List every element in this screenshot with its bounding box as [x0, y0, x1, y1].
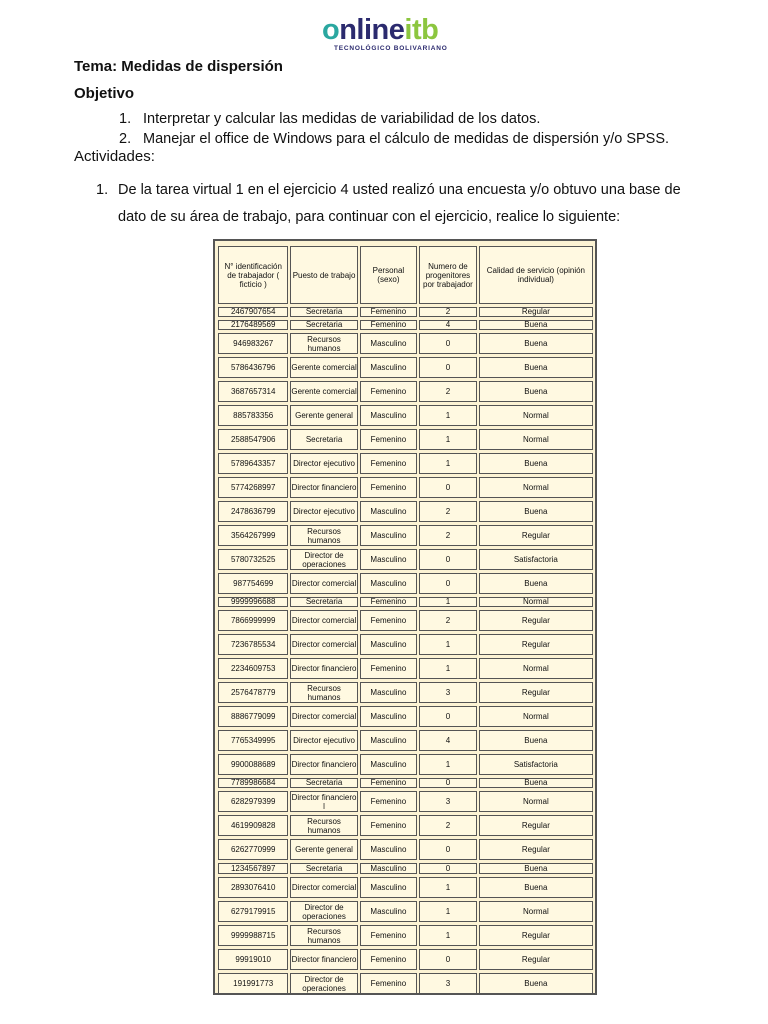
cell-puesto: Director comercial	[290, 573, 357, 594]
cell-id: 8886779099	[218, 706, 288, 727]
cell-puesto: Secretaria	[290, 597, 357, 607]
cell-progenitores: 0	[419, 573, 477, 594]
cell-puesto: Recursos humanos	[290, 925, 357, 946]
cell-id: 2478636799	[218, 501, 288, 522]
table-row	[218, 925, 593, 946]
cell-calidad: Regular	[479, 682, 593, 703]
table-row	[218, 573, 593, 594]
cell-progenitores: 2	[419, 610, 477, 631]
cell-id: 6279179915	[218, 901, 288, 922]
cell-calidad: Normal	[479, 791, 593, 812]
cell-calidad: Normal	[479, 901, 593, 922]
cell-id: 191991773	[218, 973, 288, 994]
cell-sexo: Masculino	[360, 706, 417, 727]
cell-puesto: Director ejecutivo	[290, 501, 357, 522]
cell-progenitores: 0	[419, 706, 477, 727]
cell-sexo: Masculino	[360, 839, 417, 860]
cell-puesto: Director financiero	[290, 949, 357, 970]
cell-sexo: Femenino	[360, 815, 417, 836]
cell-sexo: Masculino	[360, 357, 417, 378]
cell-calidad: Regular	[479, 610, 593, 631]
cell-puesto: Gerente comercial	[290, 381, 357, 402]
cell-id: 9900088689	[218, 754, 288, 775]
cell-progenitores: 1	[419, 901, 477, 922]
table-row	[218, 754, 593, 775]
table-row	[218, 610, 593, 631]
cell-sexo: Femenino	[360, 949, 417, 970]
table-row	[218, 815, 593, 836]
cell-calidad: Normal	[479, 477, 593, 498]
cell-calidad: Buena	[479, 730, 593, 751]
cell-progenitores: 0	[419, 949, 477, 970]
cell-id: 6282979399	[218, 791, 288, 812]
cell-id: 2467907654	[218, 307, 288, 317]
table-body	[218, 307, 593, 994]
cell-sexo: Masculino	[360, 405, 417, 426]
cell-progenitores: 4	[419, 730, 477, 751]
cell-sexo: Masculino	[360, 682, 417, 703]
cell-calidad: Buena	[479, 778, 593, 788]
cell-puesto: Director financiero	[290, 477, 357, 498]
cell-puesto: Secretaria	[290, 863, 357, 874]
cell-progenitores: 1	[419, 429, 477, 450]
cell-calidad: Satisfactoria	[479, 549, 593, 570]
cell-progenitores: 3	[419, 791, 477, 812]
header-sexo: Personal (sexo)	[360, 246, 417, 304]
table-row	[218, 477, 593, 498]
cell-id: 3687657314	[218, 381, 288, 402]
cell-progenitores: 0	[419, 863, 477, 874]
topic-title: Tema: Medidas de dispersión	[74, 58, 283, 75]
cell-progenitores: 1	[419, 453, 477, 474]
cell-sexo: Femenino	[360, 925, 417, 946]
cell-progenitores: 2	[419, 525, 477, 546]
cell-id: 2576478779	[218, 682, 288, 703]
cell-progenitores: 1	[419, 877, 477, 898]
cell-id: 2588547906	[218, 429, 288, 450]
cell-sexo: Femenino	[360, 610, 417, 631]
table-row	[218, 525, 593, 546]
cell-sexo: Masculino	[360, 863, 417, 874]
table-row	[218, 634, 593, 655]
cell-id: 946983267	[218, 333, 288, 354]
cell-id: 7789986684	[218, 778, 288, 788]
cell-puesto: Director de operaciones	[290, 549, 357, 570]
table-row	[218, 877, 593, 898]
objectives-list	[119, 109, 669, 149]
cell-id: 5774268997	[218, 477, 288, 498]
table-row	[218, 453, 593, 474]
cell-id: 7866999999	[218, 610, 288, 631]
cell-sexo: Masculino	[360, 877, 417, 898]
cell-calidad: Buena	[479, 333, 593, 354]
cell-sexo: Femenino	[360, 597, 417, 607]
header-puesto: Puesto de trabajo	[290, 246, 357, 304]
cell-puesto: Director comercial	[290, 634, 357, 655]
cell-id: 9999988715	[218, 925, 288, 946]
cell-calidad: Buena	[479, 863, 593, 874]
header-id: N° identificación de trabajador ( ficticio )	[218, 246, 288, 304]
cell-calidad: Buena	[479, 381, 593, 402]
cell-sexo: Masculino	[360, 333, 417, 354]
table-row	[218, 839, 593, 860]
cell-puesto: Director comercial	[290, 610, 357, 631]
cell-id: 6262770999	[218, 839, 288, 860]
cell-sexo: Masculino	[360, 754, 417, 775]
cell-sexo: Femenino	[360, 429, 417, 450]
cell-sexo: Femenino	[360, 778, 417, 788]
cell-puesto: Gerente general	[290, 405, 357, 426]
cell-calidad: Buena	[479, 320, 593, 330]
cell-puesto: Director comercial	[290, 706, 357, 727]
table-row	[218, 730, 593, 751]
table-row	[218, 501, 593, 522]
cell-sexo: Masculino	[360, 549, 417, 570]
cell-id: 7765349995	[218, 730, 288, 751]
cell-calidad: Normal	[479, 597, 593, 607]
cell-calidad: Regular	[479, 839, 593, 860]
cell-puesto: Director financiero	[290, 658, 357, 679]
cell-progenitores: 0	[419, 333, 477, 354]
cell-puesto: Recursos humanos	[290, 525, 357, 546]
table-row	[218, 658, 593, 679]
cell-progenitores: 1	[419, 925, 477, 946]
cell-calidad: Regular	[479, 925, 593, 946]
cell-id: 5789643357	[218, 453, 288, 474]
table-row	[218, 901, 593, 922]
cell-sexo: Femenino	[360, 381, 417, 402]
cell-id: 9999996688	[218, 597, 288, 607]
cell-sexo: Femenino	[360, 973, 417, 994]
table-row	[218, 357, 593, 378]
header-progenitores: Numero de progenitores por trabajador	[419, 246, 477, 304]
header-calidad: Calidad de servicio (opinión individual)	[479, 246, 593, 304]
cell-puesto: Director financiero	[290, 754, 357, 775]
cell-puesto: Secretaria	[290, 429, 357, 450]
cell-puesto: Director financiero l	[291, 792, 357, 811]
cell-progenitores: 1	[419, 597, 477, 607]
cell-id: 2893076410	[218, 877, 288, 898]
cell-calidad: Buena	[479, 453, 593, 474]
cell-progenitores: 0	[419, 477, 477, 498]
table-row	[218, 429, 593, 450]
cell-puesto: Recursos humanos	[290, 682, 357, 703]
cell-calidad: Normal	[479, 429, 593, 450]
cell-calidad: Regular	[479, 949, 593, 970]
table-row	[218, 549, 593, 570]
cell-puesto: Director comercial	[290, 877, 357, 898]
cell-progenitores: 4	[419, 320, 477, 330]
table-row	[218, 973, 593, 994]
cell-id: 885783356	[218, 405, 288, 426]
table-row	[218, 949, 593, 970]
cell-sexo: Femenino	[360, 320, 417, 330]
table-row	[218, 791, 593, 812]
activity-item: 1. De la tarea virtual 1 en el ejercicio 4 usted realizó una encuesta y/o obtuvo una base de dato de su área de trabajo, para continuar con el ejercicio, realice lo siguiente:	[96, 182, 681, 225]
cell-puesto: Recursos humanos	[290, 815, 357, 836]
cell-progenitores: 1	[419, 658, 477, 679]
cell-calidad: Regular	[479, 634, 593, 655]
cell-sexo: Femenino	[360, 307, 417, 317]
cell-progenitores: 2	[419, 815, 477, 836]
cell-progenitores: 1	[419, 405, 477, 426]
cell-puesto: Secretaria	[290, 778, 357, 788]
cell-progenitores: 0	[419, 357, 477, 378]
table-row	[218, 778, 593, 788]
cell-sexo: Femenino	[360, 791, 417, 812]
cell-id: 1234567897	[218, 863, 288, 874]
cell-calidad: Buena	[479, 501, 593, 522]
cell-puesto: Director ejecutivo	[290, 453, 357, 474]
cell-sexo: Masculino	[360, 525, 417, 546]
cell-calidad: Regular	[479, 815, 593, 836]
cell-sexo: Masculino	[360, 501, 417, 522]
cell-calidad: Regular	[479, 525, 593, 546]
table-row	[218, 597, 593, 607]
cell-calidad: Satisfactoria	[479, 754, 593, 775]
cell-calidad: Buena	[479, 877, 593, 898]
logo-subtitle: TECNOLÓGICO BOLIVARIANO	[334, 45, 448, 52]
cell-id: 5786436796	[218, 357, 288, 378]
table-row	[218, 307, 593, 317]
logo	[322, 14, 457, 58]
cell-sexo: Masculino	[360, 730, 417, 751]
data-table	[218, 243, 593, 997]
cell-calidad: Buena	[479, 573, 593, 594]
cell-sexo: Masculino	[360, 901, 417, 922]
cell-progenitores: 3	[419, 973, 477, 994]
cell-puesto: Recursos humanos	[290, 333, 357, 354]
cell-progenitores: 1	[419, 754, 477, 775]
cell-puesto: Gerente general	[290, 839, 357, 860]
cell-progenitores: 0	[419, 778, 477, 788]
cell-puesto: Secretaria	[290, 320, 357, 330]
cell-id: 987754699	[218, 573, 288, 594]
cell-progenitores: 2	[419, 381, 477, 402]
table-row	[218, 405, 593, 426]
cell-sexo: Masculino	[360, 573, 417, 594]
table-row	[218, 320, 593, 330]
cell-puesto: Gerente comercial	[290, 357, 357, 378]
cell-sexo: Masculino	[360, 634, 417, 655]
activities-heading: Actividades:	[74, 148, 155, 165]
cell-sexo: Femenino	[360, 658, 417, 679]
table-row	[218, 682, 593, 703]
cell-id: 3564267999	[218, 525, 288, 546]
cell-calidad: Normal	[479, 405, 593, 426]
objective-item: 1. Interpretar y calcular las medidas de variabilidad de los datos.	[119, 111, 541, 127]
cell-id: 4619909828	[218, 815, 288, 836]
logo-wordmark: onlineitb	[322, 14, 439, 46]
table-row	[218, 863, 593, 874]
cell-sexo: Femenino	[360, 453, 417, 474]
data-table-frame	[213, 239, 597, 995]
cell-calidad: Buena	[479, 973, 593, 994]
cell-sexo: Femenino	[360, 477, 417, 498]
cell-id: 5780732525	[218, 549, 288, 570]
cell-progenitores: 0	[419, 839, 477, 860]
cell-calidad: Normal	[479, 658, 593, 679]
objective-item: 2. Manejar el office de Windows para el cálculo de medidas de dispersión y/o SPSS.	[119, 131, 670, 147]
cell-id: 99919010	[218, 949, 288, 970]
cell-progenitores: 1	[419, 634, 477, 655]
cell-puesto: Director ejecutivo	[290, 730, 357, 751]
cell-calidad: Normal	[479, 706, 593, 727]
cell-calidad: Regular	[479, 307, 593, 317]
cell-puesto: Director de operaciones	[290, 901, 357, 922]
cell-progenitores: 2	[419, 501, 477, 522]
cell-progenitores: 3	[419, 682, 477, 703]
cell-puesto: Secretaria	[290, 307, 357, 317]
table-header-row	[218, 246, 593, 304]
cell-id: 2176489569	[218, 320, 288, 330]
cell-progenitores: 2	[419, 307, 477, 317]
table-row	[218, 381, 593, 402]
cell-progenitores: 0	[419, 549, 477, 570]
cell-id: 2234609753	[218, 658, 288, 679]
cell-puesto: Director de operaciones	[290, 973, 357, 994]
cell-calidad: Buena	[479, 357, 593, 378]
objective-heading: Objetivo	[74, 85, 135, 102]
cell-id: 7236785534	[218, 634, 288, 655]
table-row	[218, 706, 593, 727]
table-row	[218, 333, 593, 354]
